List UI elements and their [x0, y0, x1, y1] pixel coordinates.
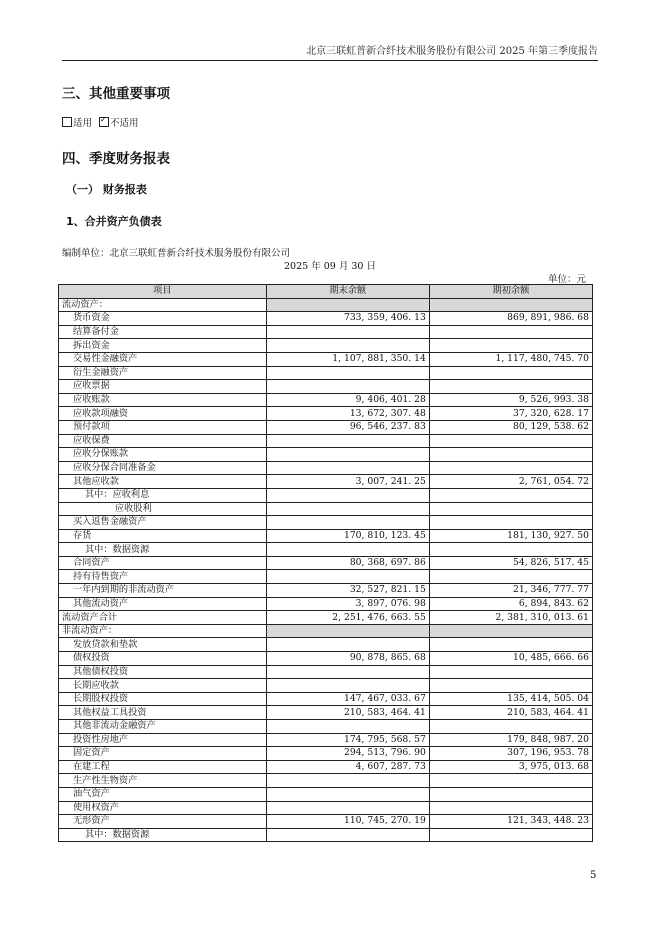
row-label: 衍生金融资产	[59, 366, 267, 380]
end-balance-cell	[266, 665, 429, 679]
end-balance-cell	[266, 434, 429, 448]
unit-label: 单位：元	[548, 274, 587, 285]
begin-balance-cell: 80, 129, 538. 62	[429, 420, 592, 434]
table-row	[59, 720, 593, 734]
table-row	[59, 312, 593, 326]
table-row	[59, 665, 593, 679]
begin-balance-cell	[429, 638, 592, 652]
begin-balance-cell: 6, 894, 843. 62	[429, 597, 592, 611]
begin-balance-cell	[429, 720, 592, 734]
subsection-title: （一） 财务报表	[66, 183, 147, 196]
table-row	[59, 624, 593, 638]
table-row	[59, 461, 593, 475]
begin-balance-cell	[429, 516, 592, 530]
row-label: 生产性生物资产	[59, 774, 267, 788]
end-balance-cell: 13, 672, 307. 48	[266, 407, 429, 421]
begin-balance-cell	[429, 339, 592, 353]
end-balance-cell	[266, 787, 429, 801]
row-label: 存货	[59, 529, 267, 543]
end-balance-cell: 733, 359, 406. 13	[266, 312, 429, 326]
table-row	[59, 434, 593, 448]
end-balance-cell	[266, 720, 429, 734]
table-row	[59, 706, 593, 720]
row-label: 其他非流动金融资产	[59, 720, 267, 734]
end-balance-cell	[266, 774, 429, 788]
table-row	[59, 652, 593, 666]
table-row	[59, 366, 593, 380]
end-balance-cell	[266, 325, 429, 339]
table-row	[59, 828, 593, 842]
table-row	[59, 692, 593, 706]
checkbox-applicable[interactable]	[62, 117, 72, 127]
begin-balance-cell	[429, 434, 592, 448]
row-label: 固定资产	[59, 747, 267, 761]
end-balance-cell	[266, 380, 429, 394]
row-label: 其他债权投资	[59, 665, 267, 679]
table-row	[59, 516, 593, 530]
row-label: 非流动资产：	[59, 624, 267, 638]
begin-balance-cell	[429, 502, 592, 516]
end-balance-cell: 174, 795, 568. 57	[266, 733, 429, 747]
row-label: 持有待售资产	[59, 570, 267, 584]
end-balance-cell	[266, 488, 429, 502]
end-balance-cell: 170, 810, 123. 45	[266, 529, 429, 543]
table-row	[59, 380, 593, 394]
row-label: 一年内到期的非流动资产	[59, 584, 267, 598]
row-label: 其中：数据资源	[59, 543, 267, 557]
row-label: 应收分保合同准备金	[59, 461, 267, 475]
end-balance-cell	[266, 448, 429, 462]
end-balance-cell	[266, 543, 429, 557]
table-row	[59, 584, 593, 598]
table-row	[59, 298, 593, 312]
row-label: 投资性房地产	[59, 733, 267, 747]
end-balance-cell: 90, 878, 865. 68	[266, 652, 429, 666]
begin-balance-cell	[429, 774, 592, 788]
row-label: 结算备付金	[59, 325, 267, 339]
begin-balance-cell: 2, 381, 310, 013. 61	[429, 611, 592, 625]
table-row	[59, 352, 593, 366]
table-row	[59, 339, 593, 353]
table-row	[59, 570, 593, 584]
end-balance-cell	[266, 679, 429, 693]
row-label: 其中：数据资源	[59, 828, 267, 842]
row-label: 合同资产	[59, 556, 267, 570]
table-row	[59, 679, 593, 693]
begin-balance-cell: 3, 975, 013. 68	[429, 760, 592, 774]
end-balance-cell	[266, 801, 429, 815]
not-applicable-label: 不适用	[110, 118, 139, 129]
table-row	[59, 801, 593, 815]
row-label: 交易性金融资产	[59, 352, 267, 366]
end-balance-cell: 1, 107, 881, 350. 14	[266, 352, 429, 366]
begin-balance-cell: 37, 320, 628. 17	[429, 407, 592, 421]
begin-balance-cell	[429, 624, 592, 638]
table-row	[59, 815, 593, 829]
row-label: 其他应收款	[59, 475, 267, 489]
table-row	[59, 502, 593, 516]
begin-balance-cell: 21, 346, 777. 77	[429, 584, 592, 598]
end-balance-cell: 210, 583, 464. 41	[266, 706, 429, 720]
report-header: 北京三联虹普新合纤技术服务股份有限公司 2025 年第三季度报告	[62, 42, 598, 61]
row-label: 发放贷款和垫款	[59, 638, 267, 652]
table-row	[59, 787, 593, 801]
end-balance-cell	[266, 298, 429, 312]
row-label: 预付款项	[59, 420, 267, 434]
end-balance-cell	[266, 502, 429, 516]
end-balance-cell	[266, 366, 429, 380]
end-balance-cell	[266, 570, 429, 584]
prepared-by: 编制单位：北京三联虹普新合纤技术服务股份有限公司	[62, 248, 291, 259]
table-row	[59, 597, 593, 611]
end-balance-cell: 3, 897, 076. 98	[266, 597, 429, 611]
balance-sheet-table	[58, 284, 593, 842]
end-balance-cell	[266, 339, 429, 353]
table-row	[59, 448, 593, 462]
begin-balance-cell: 210, 583, 464. 41	[429, 706, 592, 720]
row-label: 油气资产	[59, 787, 267, 801]
begin-balance-cell	[429, 380, 592, 394]
table-row	[59, 611, 593, 625]
end-balance-cell	[266, 828, 429, 842]
row-label: 买入返售金融资产	[59, 516, 267, 530]
table-row	[59, 407, 593, 421]
end-balance-cell	[266, 516, 429, 530]
table-row	[59, 543, 593, 557]
row-label: 使用权资产	[59, 801, 267, 815]
report-date: 2025 年 09 月 30 日	[284, 261, 376, 272]
begin-balance-cell: 54, 826, 517. 45	[429, 556, 592, 570]
applicable-options	[62, 115, 139, 129]
end-balance-cell: 294, 513, 796. 90	[266, 747, 429, 761]
row-label: 拆出资金	[59, 339, 267, 353]
page-number: 5	[590, 870, 597, 881]
row-label: 其中：应收利息	[59, 488, 267, 502]
table-row	[59, 747, 593, 761]
begin-balance-cell	[429, 679, 592, 693]
begin-balance-cell: 135, 414, 505. 04	[429, 692, 592, 706]
table-row	[59, 420, 593, 434]
end-balance-cell: 96, 546, 237. 83	[266, 420, 429, 434]
checkbox-not-applicable[interactable]	[99, 117, 109, 127]
section4-title: 四、季度财务报表	[62, 151, 170, 167]
table-row	[59, 529, 593, 543]
begin-balance-cell	[429, 801, 592, 815]
row-label: 应收股利	[59, 502, 267, 516]
end-balance-cell	[266, 624, 429, 638]
begin-balance-cell	[429, 828, 592, 842]
end-balance-cell: 4, 607, 287. 73	[266, 760, 429, 774]
row-label: 其他权益工具投资	[59, 706, 267, 720]
row-label: 其他流动资产	[59, 597, 267, 611]
column-header-item: 项目	[59, 285, 267, 299]
begin-balance-cell: 9, 526, 993. 38	[429, 393, 592, 407]
row-label: 货币资金	[59, 312, 267, 326]
begin-balance-cell	[429, 543, 592, 557]
row-label: 应收分保账款	[59, 448, 267, 462]
end-balance-cell: 147, 467, 033. 67	[266, 692, 429, 706]
column-header-begin-balance: 期初余额	[429, 285, 592, 299]
table-row	[59, 638, 593, 652]
begin-balance-cell: 869, 891, 986. 68	[429, 312, 592, 326]
row-label: 应收账款	[59, 393, 267, 407]
end-balance-cell	[266, 461, 429, 475]
begin-balance-cell	[429, 570, 592, 584]
begin-balance-cell	[429, 787, 592, 801]
table-row	[59, 556, 593, 570]
table-title: 1、合并资产负债表	[66, 215, 162, 228]
end-balance-cell: 80, 368, 697. 86	[266, 556, 429, 570]
table-row	[59, 774, 593, 788]
row-label: 流动资产：	[59, 298, 267, 312]
table-row	[59, 325, 593, 339]
begin-balance-cell: 10, 485, 666. 66	[429, 652, 592, 666]
table-row	[59, 760, 593, 774]
begin-balance-cell	[429, 298, 592, 312]
row-label: 债权投资	[59, 652, 267, 666]
begin-balance-cell	[429, 665, 592, 679]
begin-balance-cell	[429, 366, 592, 380]
end-balance-cell: 3, 007, 241. 25	[266, 475, 429, 489]
begin-balance-cell	[429, 461, 592, 475]
begin-balance-cell: 179, 848, 987. 20	[429, 733, 592, 747]
row-label: 在建工程	[59, 760, 267, 774]
end-balance-cell: 9, 406, 401. 28	[266, 393, 429, 407]
begin-balance-cell	[429, 325, 592, 339]
end-balance-cell: 2, 251, 476, 663. 55	[266, 611, 429, 625]
applicable-label: 适用	[73, 118, 93, 129]
begin-balance-cell	[429, 488, 592, 502]
section3-title: 三、其他重要事项	[62, 86, 170, 102]
end-balance-cell	[266, 638, 429, 652]
end-balance-cell: 32, 527, 821. 15	[266, 584, 429, 598]
begin-balance-cell: 1, 117, 480, 745. 70	[429, 352, 592, 366]
table-row	[59, 488, 593, 502]
row-label: 长期股权投资	[59, 692, 267, 706]
row-label: 应收款项融资	[59, 407, 267, 421]
table-row	[59, 733, 593, 747]
row-label: 无形资产	[59, 815, 267, 829]
begin-balance-cell	[429, 448, 592, 462]
begin-balance-cell: 2, 761, 054. 72	[429, 475, 592, 489]
table-header-row	[59, 285, 593, 299]
row-label: 流动资产合计	[59, 611, 267, 625]
begin-balance-cell: 121, 343, 448. 23	[429, 815, 592, 829]
begin-balance-cell: 181, 130, 927. 50	[429, 529, 592, 543]
end-balance-cell: 110, 745, 270. 19	[266, 815, 429, 829]
begin-balance-cell: 307, 196, 953. 78	[429, 747, 592, 761]
row-label: 长期应收款	[59, 679, 267, 693]
row-label: 应收票据	[59, 380, 267, 394]
column-header-end-balance: 期末余额	[266, 285, 429, 299]
row-label: 应收保费	[59, 434, 267, 448]
table-row	[59, 475, 593, 489]
table-row	[59, 393, 593, 407]
